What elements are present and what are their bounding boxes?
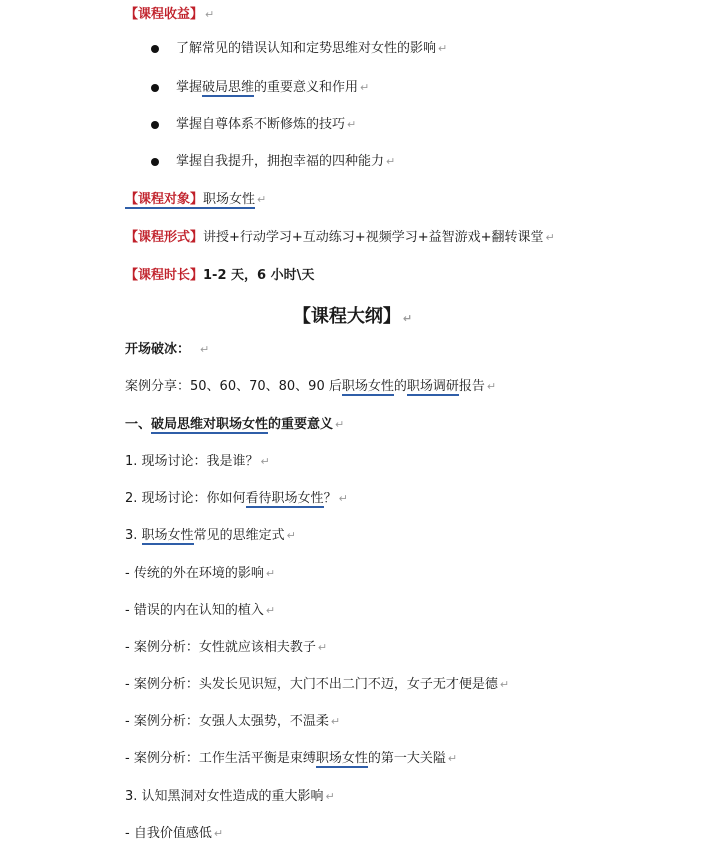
paragraph-mark-icon: ↵	[205, 8, 215, 21]
detail-6: - 案例分析：工作生活平衡是束缚职场女性的第一大关隘 ↵	[125, 751, 458, 766]
bullet-icon	[151, 121, 159, 129]
point-1: 1. 现场讨论：我是谁？ ↵	[125, 454, 270, 469]
detail-5: - 案例分析：女强人太强势，不温柔 ↵	[125, 714, 341, 729]
duration-value: 1-2 天，6 小时\天	[203, 268, 315, 283]
format-value: 讲授+行动学习+互动练习+视频学习+益智游戏+翻转课堂	[203, 230, 544, 245]
icebreak-line: 开场破冰： ↵	[125, 342, 210, 357]
point-2: 2. 现场讨论：你如何看待职场女性？ ↵	[125, 491, 348, 506]
benefits-heading: 【课程收益】	[125, 7, 204, 22]
audience-value: 职场女性	[203, 192, 256, 207]
audience-heading: 【课程对象】	[125, 192, 204, 207]
point-3: 3. 职场女性常见的思维定式 ↵	[125, 528, 296, 543]
duration-heading: 【课程时长】	[125, 268, 204, 283]
audience-line: 【课程对象】职场女性 ↵	[125, 192, 267, 207]
benefit-item-2: 掌握破局思维的重要意义和作用 ↵	[176, 80, 370, 95]
outline-title: 【课程大纲】 ↵	[292, 306, 413, 327]
bullet-icon	[151, 84, 159, 92]
detail-2: - 错误的内在认知的植入 ↵	[125, 603, 276, 618]
case-share-line: 案例分享：50、60、70、80、90 后职场女性的职场调研报告 ↵	[125, 379, 497, 394]
format-line: 【课程形式】讲授+行动学习+互动练习+视频学习+益智游戏+翻转课堂 ↵	[125, 230, 555, 245]
benefit-item-4: 掌握自我提升，拥抱幸福的四种能力 ↵	[176, 154, 396, 169]
detail-3: - 案例分析：女性就应该相夫教子 ↵	[125, 640, 328, 655]
point-4: 3. 认知黑洞对女性造成的重大影响 ↵	[125, 789, 335, 804]
duration-line	[125, 267, 314, 285]
format-heading: 【课程形式】	[125, 230, 204, 245]
benefit-item-3: 掌握自尊体系不断修炼的技巧 ↵	[176, 117, 357, 132]
benefit-item-1: 了解常见的错误认知和定势思维对女性的影响 ↵	[176, 41, 448, 56]
detail-7: - 自我价值感低 ↵	[125, 826, 224, 841]
bullet-icon	[151, 158, 159, 166]
detail-4: - 案例分析：头发长见识短，大门不出二门不迈，女子无才便是德 ↵	[125, 677, 510, 692]
section-1-heading: 一、破局思维对职场女性的重要意义 ↵	[125, 417, 345, 432]
bullet-icon	[151, 45, 159, 53]
benefits-heading-line	[125, 6, 214, 24]
detail-1: - 传统的外在环境的影响 ↵	[125, 566, 276, 581]
